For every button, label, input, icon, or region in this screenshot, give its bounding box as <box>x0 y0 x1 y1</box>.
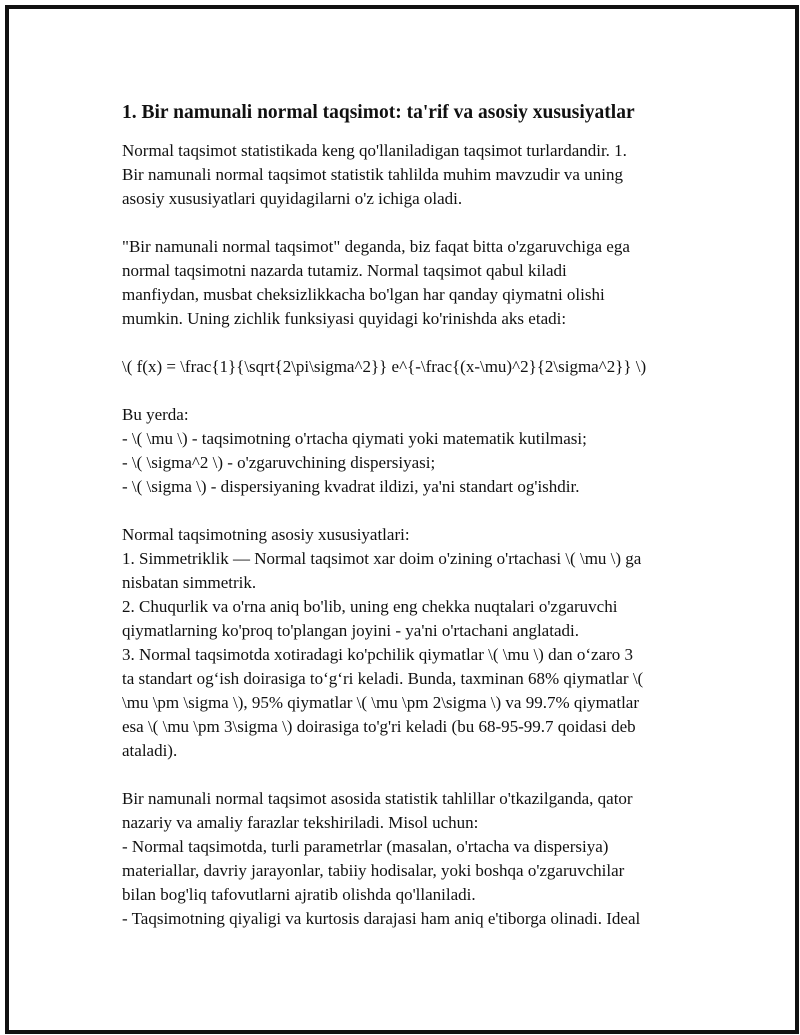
text-line: Bir namunali normal taqsimot statistik tahlilda muhim mavzudir va uning <box>122 165 623 184</box>
text-line: \mu \pm \sigma \), 95% qiymatlar \( \mu \pm 2\sigma \) va 99.7% qiymatlar <box>122 693 640 712</box>
list-item: - \( \sigma \) - dispersiyaning kvadrat ildizi, ya'ni standart og'ishdir. <box>122 477 580 496</box>
document-content <box>122 101 702 931</box>
paragraph-intro <box>122 139 702 211</box>
text-line: manfiydan, musbat cheksizlikkacha bo'lgan har qanday qiymatni olishi <box>122 285 605 304</box>
section-heading: 1. Bir namunali normal taqsimot: ta'rif va asosiy xususiyatlar <box>122 102 635 123</box>
text-line: bilan bog'liq tafovutlarni ajratib olishda qo'llaniladi. <box>122 885 476 904</box>
list-item: - \( \mu \) - taqsimotning o'rtacha qiymati yoki matematik kutilmasi; <box>122 429 587 448</box>
text-line: mumkin. Uning zichlik funksiyasi quyidagi ko'rinishda aks etadi: <box>122 309 567 328</box>
text-line: nisbatan simmetrik. <box>122 573 257 592</box>
paragraph-analysis <box>122 787 702 931</box>
text-line: Normal taqsimot statistikada keng qo'llaniladigan taqsimot turlardandir. 1. <box>122 141 627 160</box>
list-item: - \( \sigma^2 \) - o'zgaruvchining dispersiyasi; <box>122 453 436 472</box>
text-line: Bu yerda: <box>122 405 189 424</box>
paragraph-notation <box>122 403 702 499</box>
page-frame <box>5 5 799 1034</box>
text-line: ataladi). <box>122 741 178 760</box>
list-item: 2. Chuqurlik va o'rna aniq bo'lib, uning eng chekka nuqtalari o'zgaruvchi <box>122 597 618 616</box>
paragraph-definition <box>122 235 702 331</box>
text-line: materiallar, davriy jarayonlar, tabiiy hodisalar, yoki boshqa o'zgaruvchilar <box>122 861 625 880</box>
text-line: qiymatlarning ko'proq to'plangan joyini - ya'ni o'rtachani anglatadi. <box>122 621 579 640</box>
list-item: 1. Simmetriklik — Normal taqsimot xar doim o'zining o'rtachasi \( \mu \) ga <box>122 549 642 568</box>
text-line: ta standart og‘ish doirasiga to‘g‘ri keladi. Bunda, taxminan 68% qiymatlar \( <box>122 669 644 688</box>
text-line: "Bir namunali normal taqsimot" deganda, biz faqat bitta o'zgaruvchiga ega <box>122 237 630 256</box>
text-line: esa \( \mu \pm 3\sigma \) doirasiga to'g'ri keladi (bu 68-95-99.7 qoidasi deb <box>122 717 636 736</box>
text-line: asosiy xususiyatlari quyidagilarni o'z ichiga oladi. <box>122 189 463 208</box>
text-line: Normal taqsimotning asosiy xususiyatlari: <box>122 525 410 544</box>
text-line: Bir namunali normal taqsimot asosida statistik tahlillar o'tkazilganda, qator <box>122 789 633 808</box>
text-line: normal taqsimotni nazarda tutamiz. Normal taqsimot qabul kiladi <box>122 261 567 280</box>
list-item: - Normal taqsimotda, turli parametrlar (masalan, o'rtacha va dispersiya) <box>122 837 609 856</box>
paragraph-properties <box>122 523 702 763</box>
formula-line: \( f(x) = \frac{1}{\sqrt{2\pi\sigma^2}} e^{-\frac{(x-\mu)^2}{2\sigma^2}} \) <box>122 357 647 376</box>
list-item: - Taqsimotning qiyaligi va kurtosis darajasi ham aniq e'tiborga olinadi. Ideal <box>122 909 641 928</box>
text-line: nazariy va amaliy farazlar tekshiriladi. Misol uchun: <box>122 813 479 832</box>
list-item: 3. Normal taqsimotda xotiradagi ko'pchilik qiymatlar \( \mu \) dan o‘zaro 3 <box>122 645 634 664</box>
formula-density <box>122 355 702 379</box>
